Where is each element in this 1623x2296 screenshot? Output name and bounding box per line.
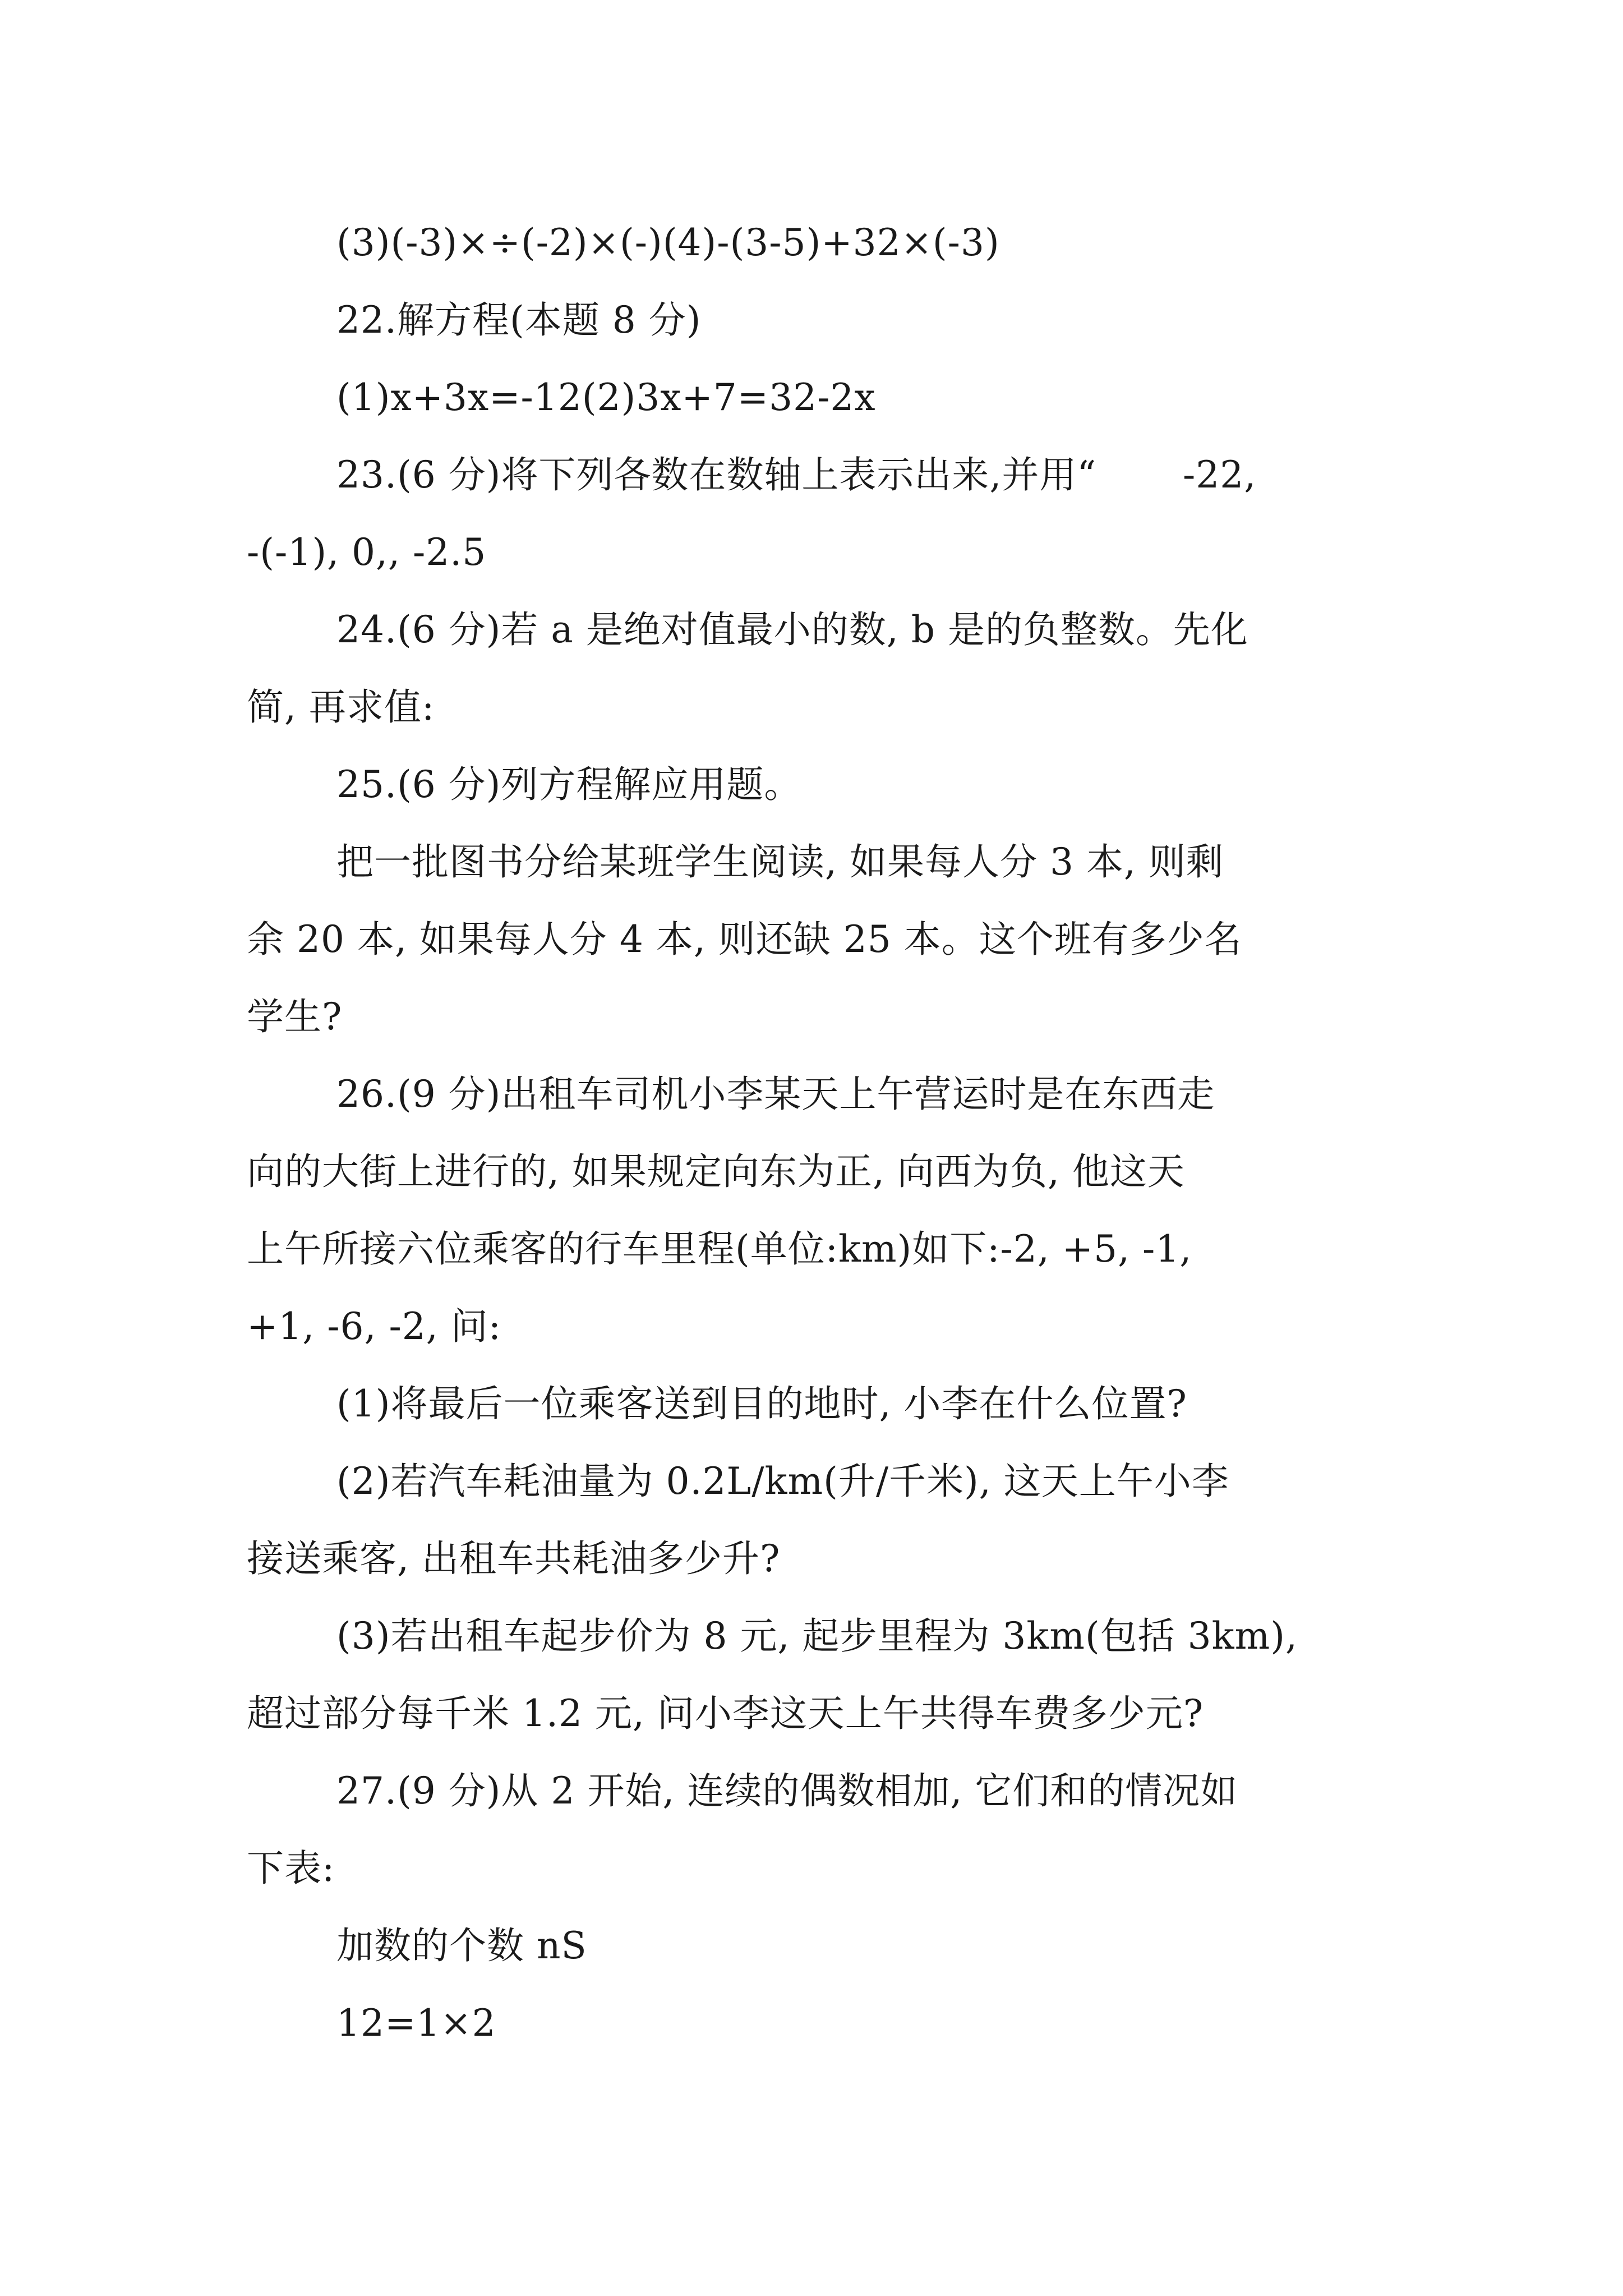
problem-26-question-3: (3)若出租车起步价为 8 元, 起步里程为 3km(包括 3km), [336,1614,1298,1658]
problem-23-text: 23.(6 分)将下列各数在数轴上表示出来,并用“ -22, [336,453,1257,496]
problem-21-part-3-4: (3)(-3)×÷(-2)×(-)(4)-(3-5)+32×(-3) [336,221,1000,264]
problem-27-text: 27.(9 分)从 2 开始, 连续的偶数相加, 它们和的情况如 [336,1769,1238,1812]
problem-24-continued: 简, 再求值: [247,685,435,729]
problem-26-continued-3: +1, -6, -2, 问: [247,1305,501,1348]
problem-25-text: 把一批图书分给某班学生阅读, 如果每人分 3 本, 则剩 [336,840,1224,884]
table-header-line: 加数的个数 nS [336,1924,587,1967]
problem-22-heading: 22.解方程(本题 8 分) [336,298,702,342]
problem-25-heading: 25.(6 分)列方程解应用题。 [336,763,802,806]
table-row-1: 12=1×2 [336,2001,496,2045]
problem-25-end: 学生? [247,995,343,1038]
problem-24-text: 24.(6 分)若 a 是绝对值最小的数, b 是的负整数。先化 [336,608,1248,651]
problem-26-question-3-cont: 超过部分每千米 1.2 元, 问小李这天上午共得车费多少元? [247,1692,1204,1735]
problem-26-text: 26.(9 分)出租车司机小李某天上午营运时是在东西走 [336,1073,1215,1116]
problem-26-question-1: (1)将最后一位乘客送到目的地时, 小李在什么位置? [336,1382,1187,1425]
problem-27-continued: 下表: [247,1847,335,1890]
problem-26-continued-2: 上午所接六位乘客的行车里程(单位:km)如下:-2, +5, -1, [247,1227,1192,1271]
problem-25-continued: 余 20 本, 如果每人分 4 本, 则还缺 25 本。这个班有多少名 [247,918,1242,961]
problem-23-numbers: -(-1), 0,, -2.5 [247,531,487,574]
problem-22-equations: (1)x+3x=-12(2)3x+7=32-2x [336,376,876,419]
problem-26-question-2-cont: 接送乘客, 出租车共耗油多少升? [247,1537,781,1580]
problem-26-question-2: (2)若汽车耗油量为 0.2L/km(升/千米), 这天上午小李 [336,1460,1229,1503]
problem-26-continued-1: 向的大街上进行的, 如果规定向东为正, 向西为负, 他这天 [247,1150,1185,1193]
